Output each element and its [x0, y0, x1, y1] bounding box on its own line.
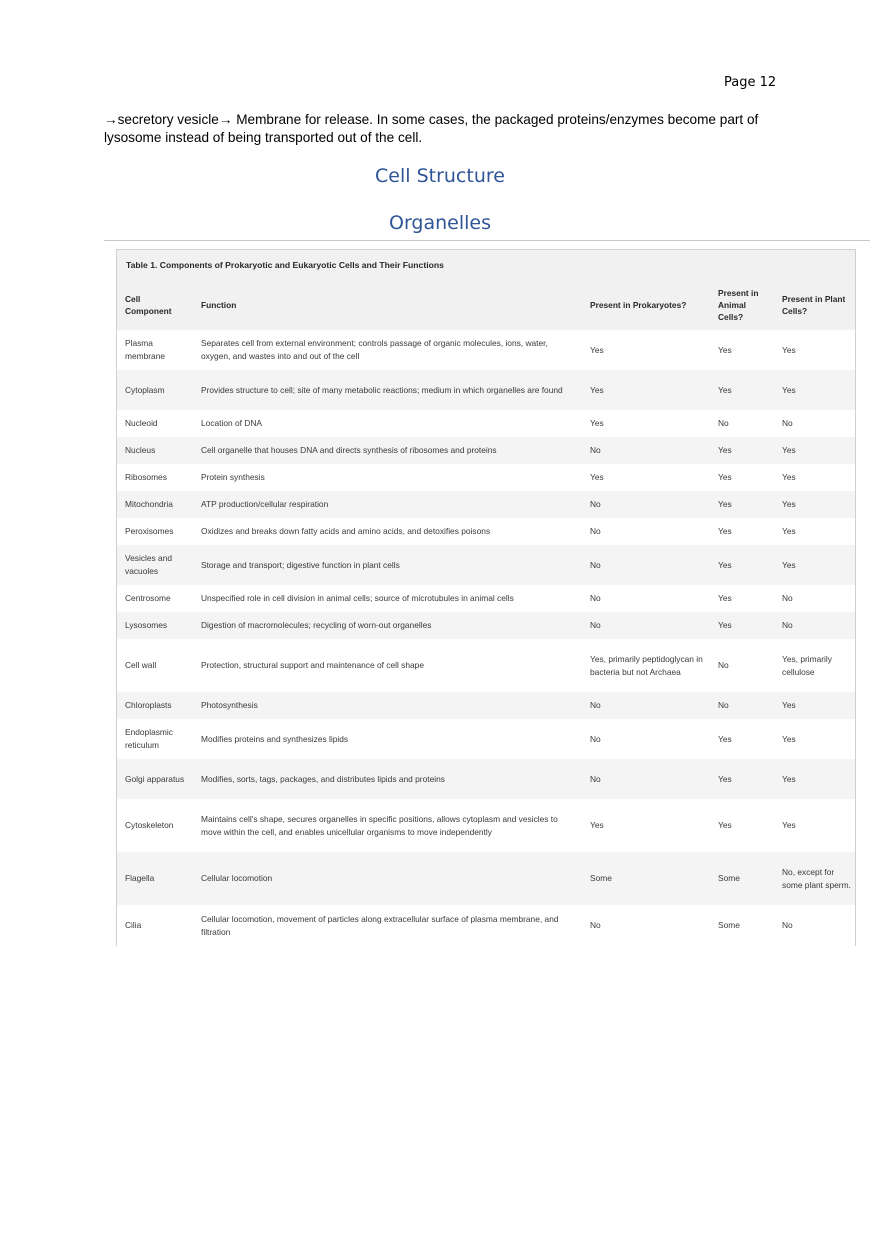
- cell-animal: Yes: [710, 491, 774, 518]
- cell-cell-component: Cilia: [117, 905, 193, 946]
- table-row: [117, 905, 855, 946]
- cell-function: Storage and transport; digestive function in plant cells: [193, 545, 582, 585]
- cell-function: Protein synthesis: [193, 464, 582, 491]
- cell-plant: No: [774, 905, 855, 946]
- cell-plant: Yes: [774, 759, 855, 799]
- cell-function: Location of DNA: [193, 410, 582, 437]
- cell-cell-component: Centrosome: [117, 585, 193, 612]
- cell-plant: No: [774, 585, 855, 612]
- table-row: [117, 437, 855, 464]
- cell-animal: Yes: [710, 330, 774, 370]
- cell-function: Unspecified role in cell division in animal cells; source of microtubules in animal cells: [193, 585, 582, 612]
- cell-cell-component: Ribosomes: [117, 464, 193, 491]
- cell-plant: Yes: [774, 692, 855, 719]
- cell-prokaryotes: Some: [582, 852, 710, 905]
- cell-cell-component: Plasma membrane: [117, 330, 193, 370]
- cell-plant: Yes: [774, 370, 855, 410]
- cell-animal: Yes: [710, 799, 774, 852]
- cell-prokaryotes: No: [582, 612, 710, 639]
- cell-animal: No: [710, 639, 774, 692]
- cell-plant: No, except for some plant sperm.: [774, 852, 855, 905]
- cell-animal: Yes: [710, 719, 774, 759]
- cell-plant: Yes: [774, 464, 855, 491]
- cell-function: Provides structure to cell; site of many metabolic reactions; medium in which organelles are found: [193, 370, 582, 410]
- cell-cell-component: Lysosomes: [117, 612, 193, 639]
- cell-prokaryotes: Yes: [582, 370, 710, 410]
- table-row: [117, 330, 855, 370]
- table-header-row: [117, 280, 855, 330]
- cell-prokaryotes: No: [582, 437, 710, 464]
- cell-prokaryotes: No: [582, 719, 710, 759]
- table-row: [117, 639, 855, 692]
- cell-cell-component: Flagella: [117, 852, 193, 905]
- table-row: [117, 491, 855, 518]
- cell-plant: Yes, primarily cellulose: [774, 639, 855, 692]
- cell-prokaryotes: Yes, primarily peptidoglycan in bacteria but not Archaea: [582, 639, 710, 692]
- table-row: [117, 464, 855, 491]
- heading-cell-structure: Cell Structure: [375, 165, 505, 187]
- cell-function: Cellular locomotion, movement of particles along extracellular surface of plasma membrane, and filtration: [193, 905, 582, 946]
- cell-cell-component: Endoplasmic reticulum: [117, 719, 193, 759]
- cell-function: Modifies proteins and synthesizes lipids: [193, 719, 582, 759]
- table-row: [117, 518, 855, 545]
- cell-function: Maintains cell's shape, secures organelles in specific positions, allows cytoplasm and vesicles to move within the cell, and enables unicellular organisms to move independently: [193, 799, 582, 852]
- heading-organelles: Organelles: [388, 212, 491, 234]
- cell-function: Oxidizes and breaks down fatty acids and amino acids, and detoxifies poisons: [193, 518, 582, 545]
- cell-cell-component: Cytoplasm: [117, 370, 193, 410]
- cell-plant: Yes: [774, 719, 855, 759]
- table-row: [117, 585, 855, 612]
- cell-animal: Some: [710, 852, 774, 905]
- table-row: [117, 852, 855, 905]
- cell-function: Cell organelle that houses DNA and directs synthesis of ribosomes and proteins: [193, 437, 582, 464]
- cell-components-table: [117, 280, 855, 946]
- cell-animal: Yes: [710, 437, 774, 464]
- cell-cell-component: Cytoskeleton: [117, 799, 193, 852]
- table-row: [117, 719, 855, 759]
- table-row: [117, 692, 855, 719]
- cell-prokaryotes: No: [582, 692, 710, 719]
- cell-function: Protection, structural support and maintenance of cell shape: [193, 639, 582, 692]
- cell-plant: Yes: [774, 545, 855, 585]
- cell-prokaryotes: No: [582, 518, 710, 545]
- cell-function: Separates cell from external environment; controls passage of organic molecules, ions, water, oxygen, and wastes into and out of the cell: [193, 330, 582, 370]
- cell-prokaryotes: Yes: [582, 410, 710, 437]
- table-row: [117, 370, 855, 410]
- intro-paragraph: →secretory vesicle→ Membrane for release. In some cases, the packaged proteins/enzymes become part of lysosome instead of being transported out of the cell.: [104, 112, 759, 145]
- cell-plant: Yes: [774, 518, 855, 545]
- cell-function: Cellular locomotion: [193, 852, 582, 905]
- cell-cell-component: Vesicles and vacuoles: [117, 545, 193, 585]
- cell-prokaryotes: No: [582, 545, 710, 585]
- cell-prokaryotes: Yes: [582, 799, 710, 852]
- cell-prokaryotes: No: [582, 585, 710, 612]
- cell-animal: No: [710, 410, 774, 437]
- cell-prokaryotes: No: [582, 759, 710, 799]
- cell-cell-component: Mitochondria: [117, 491, 193, 518]
- cell-function: Modifies, sorts, tags, packages, and distributes lipids and proteins: [193, 759, 582, 799]
- table-caption: Table 1. Components of Prokaryotic and Eukaryotic Cells and Their Functions: [126, 260, 444, 270]
- table-row: [117, 410, 855, 437]
- cell-animal: Yes: [710, 545, 774, 585]
- table-row: [117, 799, 855, 852]
- cell-plant: No: [774, 612, 855, 639]
- cell-prokaryotes: Yes: [582, 330, 710, 370]
- cell-animal: No: [710, 692, 774, 719]
- cell-plant: No: [774, 410, 855, 437]
- header-cell-component: Cell Component: [125, 294, 172, 316]
- cell-animal: Yes: [710, 585, 774, 612]
- cell-prokaryotes: Yes: [582, 464, 710, 491]
- header-function: Function: [201, 300, 237, 310]
- cell-cell-component: Chloroplasts: [117, 692, 193, 719]
- cell-animal: Yes: [710, 612, 774, 639]
- cell-plant: Yes: [774, 330, 855, 370]
- cell-prokaryotes: No: [582, 905, 710, 946]
- horizontal-rule: [104, 240, 870, 241]
- cell-animal: Yes: [710, 370, 774, 410]
- cell-animal: Yes: [710, 759, 774, 799]
- cell-plant: Yes: [774, 437, 855, 464]
- cell-prokaryotes: No: [582, 491, 710, 518]
- header-plant-cells: Present in Plant Cells?: [782, 294, 846, 316]
- cell-cell-component: Nucleus: [117, 437, 193, 464]
- table-row: [117, 545, 855, 585]
- cell-plant: Yes: [774, 799, 855, 852]
- cell-components-table-figure: [116, 249, 856, 946]
- cell-animal: Some: [710, 905, 774, 946]
- header-prokaryotes: Present in Prokaryotes?: [590, 300, 687, 310]
- cell-function: Digestion of macromolecules; recycling of worn-out organelles: [193, 612, 582, 639]
- cell-function: Photosynthesis: [193, 692, 582, 719]
- cell-animal: Yes: [710, 518, 774, 545]
- cell-function: ATP production/cellular respiration: [193, 491, 582, 518]
- cell-cell-component: Cell wall: [117, 639, 193, 692]
- table-row: [117, 759, 855, 799]
- cell-cell-component: Nucleoid: [117, 410, 193, 437]
- cell-animal: Yes: [710, 464, 774, 491]
- page-number: Page 12: [724, 75, 777, 90]
- cell-cell-component: Peroxisomes: [117, 518, 193, 545]
- cell-cell-component: Golgi apparatus: [117, 759, 193, 799]
- table-row: [117, 612, 855, 639]
- cell-plant: Yes: [774, 491, 855, 518]
- header-animal-cells: Present in Animal Cells?: [718, 288, 759, 322]
